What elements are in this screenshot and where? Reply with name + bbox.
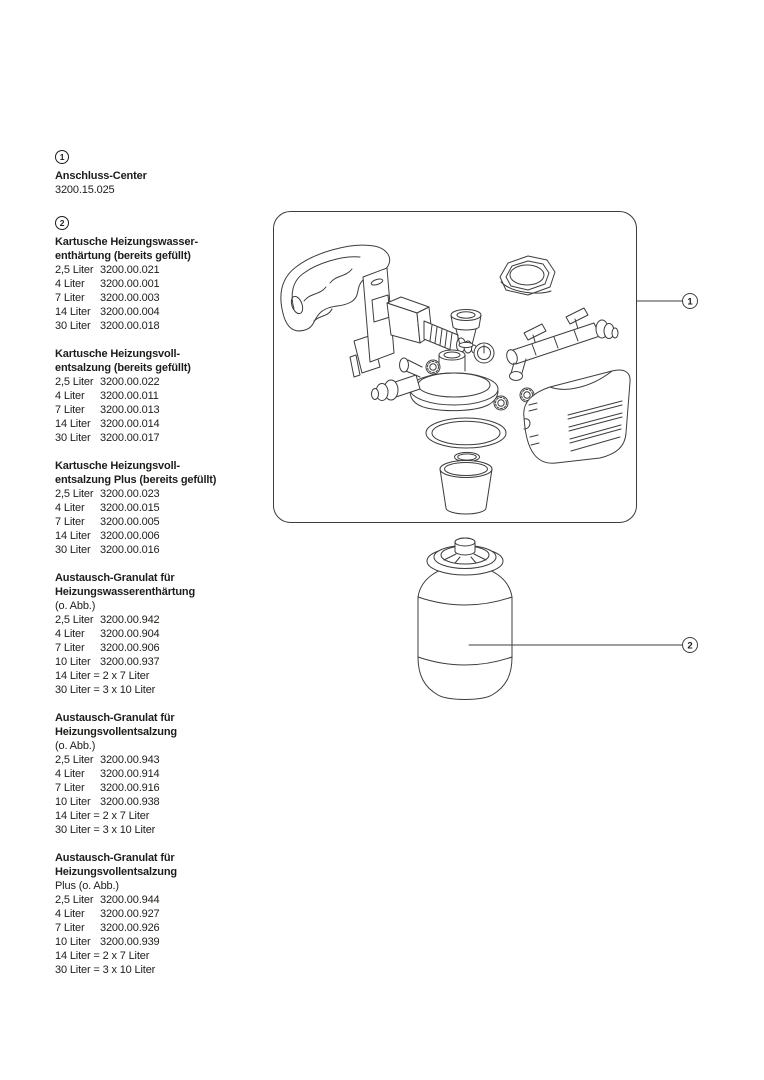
table-row	[55, 529, 273, 543]
article-number: 3200.00.017	[100, 432, 160, 444]
equivalence-note: 30 Liter = 3 x 10 Liter	[55, 824, 156, 836]
o-ring-large	[426, 418, 506, 448]
article-number: 3200.00.927	[100, 908, 160, 920]
section-note: (o. Abb.)	[55, 600, 96, 612]
table-row	[55, 795, 273, 809]
screw-cap	[500, 256, 555, 295]
size-label: 2,5 Liter	[55, 614, 94, 626]
size-label: 10 Liter	[55, 936, 91, 948]
pressure-gauge	[474, 343, 494, 363]
article-number: 3200.00.926	[100, 922, 160, 934]
size-label: 14 Liter	[55, 418, 91, 430]
parts-section	[55, 216, 273, 333]
article-number: 3200.00.022	[100, 376, 160, 388]
cone-insert	[440, 461, 492, 515]
size-label: 4 Liter	[55, 390, 85, 402]
article-number: 3200.00.013	[100, 404, 160, 416]
plug	[426, 360, 440, 374]
table-row	[55, 907, 273, 921]
size-label: 2,5 Liter	[55, 264, 94, 276]
table-row	[55, 375, 273, 389]
equivalence-note: 30 Liter = 3 x 10 Liter	[55, 684, 156, 696]
article-number: 3200.00.937	[100, 656, 160, 668]
table-row	[55, 319, 273, 333]
table-row	[55, 781, 273, 795]
table-row	[55, 753, 273, 767]
parts-section	[55, 571, 273, 697]
equivalence-note: 14 Liter = 2 x 7 Liter	[55, 810, 150, 822]
section-title: Heizungswasserenthärtung	[55, 586, 196, 598]
size-label: 2,5 Liter	[55, 376, 94, 388]
size-label: 30 Liter	[55, 432, 91, 444]
table-row	[55, 543, 273, 557]
section-title: Kartusche Heizungswasser-	[55, 236, 198, 248]
article-number: 3200.00.005	[100, 516, 160, 528]
article-number: 3200.00.023	[100, 488, 160, 500]
article-number: 3200.00.014	[100, 418, 160, 430]
callout-2-label: 2	[687, 640, 693, 652]
size-label: 7 Liter	[55, 922, 85, 934]
size-label: 7 Liter	[55, 782, 85, 794]
size-label: 14 Liter	[55, 306, 91, 318]
article-number: 3200.00.938	[100, 796, 160, 808]
article-number: 3200.00.942	[100, 614, 160, 626]
size-label: 4 Liter	[55, 908, 85, 920]
article-number: 3200.00.001	[100, 278, 160, 290]
article-number: 3200.00.943	[100, 754, 160, 766]
article-number: 3200.00.015	[100, 502, 160, 514]
section-title: Kartusche Heizungsvoll-	[55, 348, 180, 360]
table-row	[55, 263, 273, 277]
table-row	[55, 403, 273, 417]
parts-list	[55, 150, 273, 991]
size-label: 7 Liter	[55, 642, 85, 654]
mounting-bracket	[350, 268, 477, 377]
table-row	[55, 487, 273, 501]
size-label: 2,5 Liter	[55, 488, 94, 500]
section-title: Austausch-Granulat für	[55, 852, 175, 864]
section-title: Heizungsvollentsalzung	[55, 726, 177, 738]
parts-section	[55, 150, 273, 197]
size-label: 4 Liter	[55, 502, 85, 514]
article-number: 3200.00.914	[100, 768, 160, 780]
size-label: 2,5 Liter	[55, 894, 94, 906]
section-note: Plus (o. Abb.)	[55, 880, 119, 892]
table-row	[55, 417, 273, 431]
equivalence-note: 14 Liter = 2 x 7 Liter	[55, 670, 150, 682]
callout-1-label: 1	[687, 296, 693, 308]
exploded-view-diagram	[270, 205, 710, 715]
article-number: 3200.00.018	[100, 320, 160, 332]
section-title: Austausch-Granulat für	[55, 712, 175, 724]
size-label: 7 Liter	[55, 292, 85, 304]
equivalence-note: 30 Liter = 3 x 10 Liter	[55, 964, 156, 976]
cartridge	[418, 538, 512, 700]
size-label: 10 Liter	[55, 796, 91, 808]
size-label: 7 Liter	[55, 404, 85, 416]
valve-assembly	[505, 308, 618, 381]
callout-1	[637, 294, 698, 309]
table-row	[55, 767, 273, 781]
section-note: (o. Abb.)	[55, 740, 96, 752]
article-number: 3200.00.916	[100, 782, 160, 794]
table-row	[55, 389, 273, 403]
article-number: 3200.00.939	[100, 936, 160, 948]
section-title: Austausch-Granulat für	[55, 572, 175, 584]
section-title: Heizungsvollentsalzung	[55, 866, 177, 878]
section-title: entsalzung (bereits gefüllt)	[55, 362, 191, 374]
article-number: 3200.00.011	[100, 390, 159, 402]
parts-section	[55, 347, 273, 445]
equivalence-note: 14 Liter = 2 x 7 Liter	[55, 950, 150, 962]
table-row	[55, 431, 273, 445]
size-label: 30 Liter	[55, 320, 91, 332]
table-row	[55, 935, 273, 949]
plug	[494, 396, 508, 410]
table-row	[55, 501, 273, 515]
size-label: 4 Liter	[55, 628, 85, 640]
article-number: 3200.00.021	[100, 264, 160, 276]
size-label: 2,5 Liter	[55, 754, 94, 766]
article-number: 3200.00.004	[100, 306, 160, 318]
article-number: 3200.15.025	[55, 184, 115, 196]
parts-section	[55, 459, 273, 557]
parts-section	[55, 851, 273, 977]
article-number: 3200.00.906	[100, 642, 160, 654]
article-number: 3200.00.944	[100, 894, 160, 906]
table-row	[55, 277, 273, 291]
table-row	[55, 291, 273, 305]
callout-marker-1: 1	[55, 150, 69, 164]
table-row	[55, 641, 273, 655]
section-title: entsalzung Plus (bereits gefüllt)	[55, 474, 217, 486]
article-number: 3200.00.016	[100, 544, 160, 556]
article-number: 3200.00.003	[100, 292, 160, 304]
size-label: 14 Liter	[55, 530, 91, 542]
parts-section	[55, 711, 273, 837]
section-title: Anschluss-Center	[55, 170, 147, 182]
table-row	[55, 921, 273, 935]
table-row	[55, 305, 273, 319]
article-number: 3200.00.904	[100, 628, 160, 640]
table-row	[55, 515, 273, 529]
section-title: Kartusche Heizungsvoll-	[55, 460, 180, 472]
article-number: 3200.00.006	[100, 530, 160, 542]
housing-shell-right	[524, 370, 630, 463]
table-row	[55, 893, 273, 907]
table-row	[55, 655, 273, 669]
size-label: 4 Liter	[55, 278, 85, 290]
size-label: 7 Liter	[55, 516, 85, 528]
callout-marker-2: 2	[55, 216, 69, 230]
size-label: 4 Liter	[55, 768, 85, 780]
size-label: 10 Liter	[55, 656, 91, 668]
table-row	[55, 627, 273, 641]
size-label: 30 Liter	[55, 544, 91, 556]
section-title: enthärtung (bereits gefüllt)	[55, 250, 191, 262]
table-row	[55, 613, 273, 627]
